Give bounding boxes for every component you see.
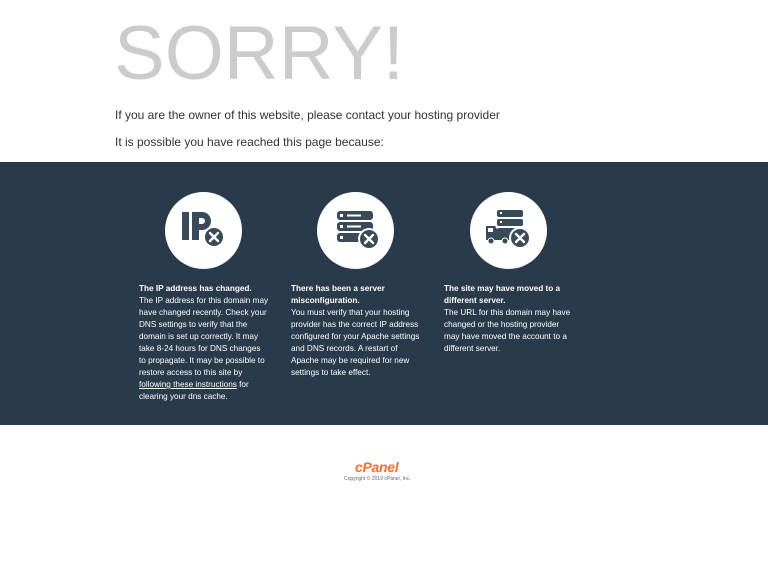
footer: [0, 425, 768, 576]
reason-title: The site may have moved to a different server.: [444, 284, 561, 305]
server-moved-icon: [470, 192, 547, 269]
owner-message: If you are the owner of this website, please contact your hosting provider: [115, 108, 500, 122]
reason-body: The URL for this domain may have changed or the hosting provider may have moved the account to a different server.: [444, 308, 571, 353]
ip-error-icon: [165, 192, 242, 269]
reasons-band: [0, 162, 768, 425]
reason-title: There has been a server misconfiguration.: [291, 284, 385, 305]
header-section: [0, 0, 768, 162]
reason-text: [291, 283, 421, 379]
dns-instructions-link[interactable]: following these instructions: [139, 380, 237, 389]
reason-body-end: for clearing your dns cache.: [139, 380, 249, 401]
reason-site-moved: [444, 192, 574, 355]
cpanel-logo: cPanel: [355, 459, 399, 475]
page-title: SORRY!: [114, 11, 405, 96]
reasons-intro: It is possible you have reached this page because:: [115, 135, 384, 149]
reason-body: You must verify that your hosting provider has the correct IP address configured for your Apache settings and DNS records. A restart of Apache may be required for new settings to take effect.: [291, 308, 420, 377]
reason-text: [444, 283, 574, 355]
copyright-text: Copyright © 2019 cPanel, Inc.: [344, 476, 411, 482]
reason-body: The IP address for this domain may have changed recently. Check your DNS settings to verify that the domain is set up correctly. It may take 8-24 hours for DNS changes to propagate. It may be possible to restore access to this site by: [139, 296, 269, 377]
reason-title: The IP address has changed.: [139, 284, 252, 293]
server-error-icon: [317, 192, 394, 269]
reason-ip-changed: [139, 192, 269, 403]
reason-text: [139, 283, 269, 403]
reason-server-misconfiguration: [291, 192, 421, 379]
